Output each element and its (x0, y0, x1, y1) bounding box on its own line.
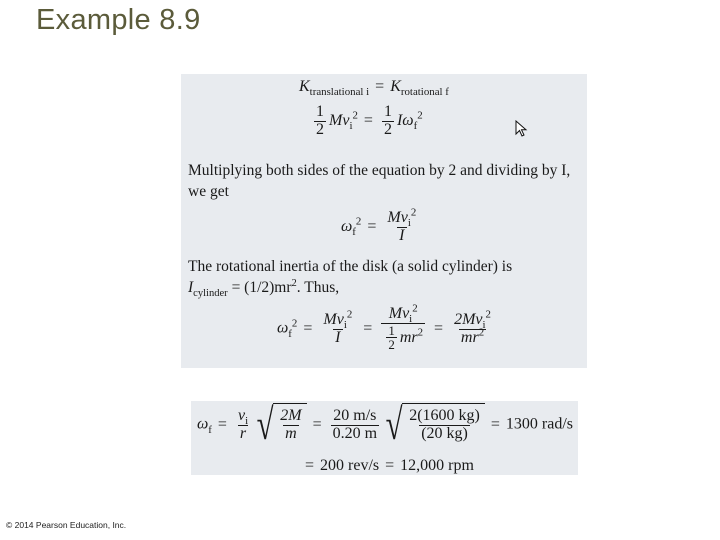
unit-conversion-line (299, 457, 474, 475)
double-mass-term: 2M (280, 407, 302, 425)
energy-equation (299, 78, 449, 99)
fraction-numerator: 20 m/s (333, 406, 377, 424)
half-fraction-right (382, 104, 394, 139)
squared-superscript: 2 (412, 302, 418, 315)
mass-radius-term: mr (399, 328, 418, 346)
final-subscript: f (208, 423, 212, 436)
equals-sign: = (367, 217, 377, 235)
numeric-mass-fraction (407, 408, 482, 443)
initial-subscript: i (343, 318, 347, 331)
fraction-3 (452, 308, 493, 347)
inertia-omega-term: Iω (396, 111, 414, 129)
double-mass-velocity-term: 2Mv (454, 310, 483, 328)
square-root-1 (253, 403, 306, 447)
fraction-numerator (278, 408, 303, 425)
omega-symbol: ω (197, 415, 209, 433)
fraction-1 (321, 308, 354, 347)
omega-symbol: ω (341, 217, 353, 235)
fraction-numerator: 1 (316, 103, 324, 120)
result-panel (191, 401, 578, 475)
fraction-denominator (333, 329, 342, 347)
omega-squared-equation (341, 206, 421, 245)
fraction-denominator: 2 (388, 337, 395, 353)
paragraph-line-2 (188, 277, 584, 298)
derivation-panel (181, 74, 587, 368)
equals-sign: = (312, 415, 322, 433)
equals-sign: = (434, 319, 444, 337)
squared-superscript: 2 (291, 277, 297, 289)
fraction-denominator: 0.20 m (332, 424, 378, 442)
inertia-symbol: I (188, 279, 194, 296)
mass-velocity-term: Mv (388, 305, 410, 322)
mouse-cursor-icon (515, 120, 529, 138)
radicand (273, 403, 306, 447)
mass-symbol: m (285, 425, 297, 442)
final-subscript: f (288, 327, 292, 340)
numeric-velocity-fraction (331, 408, 379, 443)
omega-substitution-equation (277, 302, 496, 353)
final-subscript: f (352, 226, 356, 239)
cylinder-subscript: cylinder (193, 288, 228, 300)
fraction-numerator: 1 (388, 322, 395, 338)
mass-velocity-term: Mv (323, 310, 344, 328)
squared-superscript: 2 (355, 215, 362, 228)
fraction-denominator (381, 323, 425, 352)
result-rev-per-second: 200 rev/s (320, 457, 380, 474)
initial-subscript: i (409, 313, 413, 326)
fraction-denominator: 2 (383, 120, 392, 138)
omega-symbol: ω (277, 319, 289, 337)
fraction-denominator: 2 (316, 120, 324, 138)
mass-radius-term: mr (460, 328, 479, 346)
equals-sign: = (303, 319, 313, 337)
equals-sign: = (305, 457, 315, 474)
radius-symbol: r (239, 424, 247, 442)
fraction-numerator (321, 308, 354, 331)
fraction-numerator (452, 308, 493, 331)
inertia-symbol: I (399, 226, 405, 244)
result-rad-per-second: 1300 rad/s (505, 415, 574, 433)
fraction (385, 206, 418, 245)
kinetic-energy-symbol: K (299, 78, 310, 95)
initial-subscript: i (407, 217, 411, 230)
equals-sign: = (217, 415, 227, 433)
squared-superscript: 2 (417, 109, 423, 122)
equals-sign: = (363, 319, 373, 337)
cylinder-inertia-expression: = (1/2)mr (227, 279, 292, 296)
equals-sign: = (385, 457, 395, 474)
fraction-denominator (238, 425, 248, 443)
rotational-subscript: rotational f (400, 86, 449, 99)
mass-ratio-fraction (278, 408, 303, 443)
fraction-denominator (459, 326, 486, 347)
radical-sign: √ (256, 401, 274, 449)
velocity-symbol: v (237, 406, 246, 424)
fraction-denominator (283, 425, 299, 443)
fraction-numerator (236, 408, 250, 425)
copyright-notice: © 2014 Pearson Education, Inc. (6, 520, 127, 530)
explanation-paragraph-2 (188, 256, 584, 298)
slide-title: Example 8.9 (36, 4, 201, 36)
fraction-numerator: 1 (383, 103, 392, 120)
mass-velocity-term: Mv (329, 111, 350, 129)
initial-subscript: i (245, 414, 249, 427)
inertia-symbol: I (335, 328, 341, 346)
radical-sign: √ (385, 401, 403, 449)
initial-subscript: i (482, 318, 486, 331)
fraction-denominator: (20 kg) (421, 425, 468, 442)
equals-sign: = (375, 78, 385, 95)
final-subscript: f (413, 120, 418, 133)
initial-subscript: i (349, 120, 353, 133)
squared-superscript: 2 (410, 206, 417, 219)
angular-speed-equation (197, 403, 573, 447)
fraction-denominator (397, 227, 406, 245)
squared-superscript: 2 (417, 326, 424, 339)
fraction-numerator: 2(1600 kg) (409, 407, 480, 425)
half-fraction-left (314, 104, 326, 139)
square-root-2 (382, 403, 485, 447)
result-rpm: 12,000 rpm (400, 457, 474, 474)
explanation-paragraph-1: Multiplying both sides of the equation by 2 and dividing by I, we get (188, 162, 571, 200)
translational-subscript: translational i (309, 86, 370, 99)
radicand (402, 403, 485, 447)
sentence-end: . Thus, (296, 279, 340, 296)
squared-superscript: 2 (291, 317, 298, 330)
mass-velocity-term: Mv (387, 209, 408, 226)
squared-superscript: 2 (485, 308, 491, 321)
half-energy-equation (311, 104, 423, 139)
fraction-numerator (387, 302, 420, 326)
velocity-radius-fraction (236, 408, 250, 443)
fraction-2 (381, 302, 425, 353)
half-fraction (386, 324, 397, 352)
paragraph-line-1: The rotational inertia of the disk (a solid cylinder) is (188, 258, 513, 275)
squared-superscript: 2 (346, 308, 353, 321)
fraction-numerator (385, 206, 418, 230)
squared-superscript: 2 (478, 326, 485, 339)
kinetic-energy-symbol-right: K (390, 78, 401, 95)
squared-superscript: 2 (352, 109, 358, 122)
equals-sign: = (363, 111, 373, 129)
equals-sign: = (490, 415, 500, 433)
